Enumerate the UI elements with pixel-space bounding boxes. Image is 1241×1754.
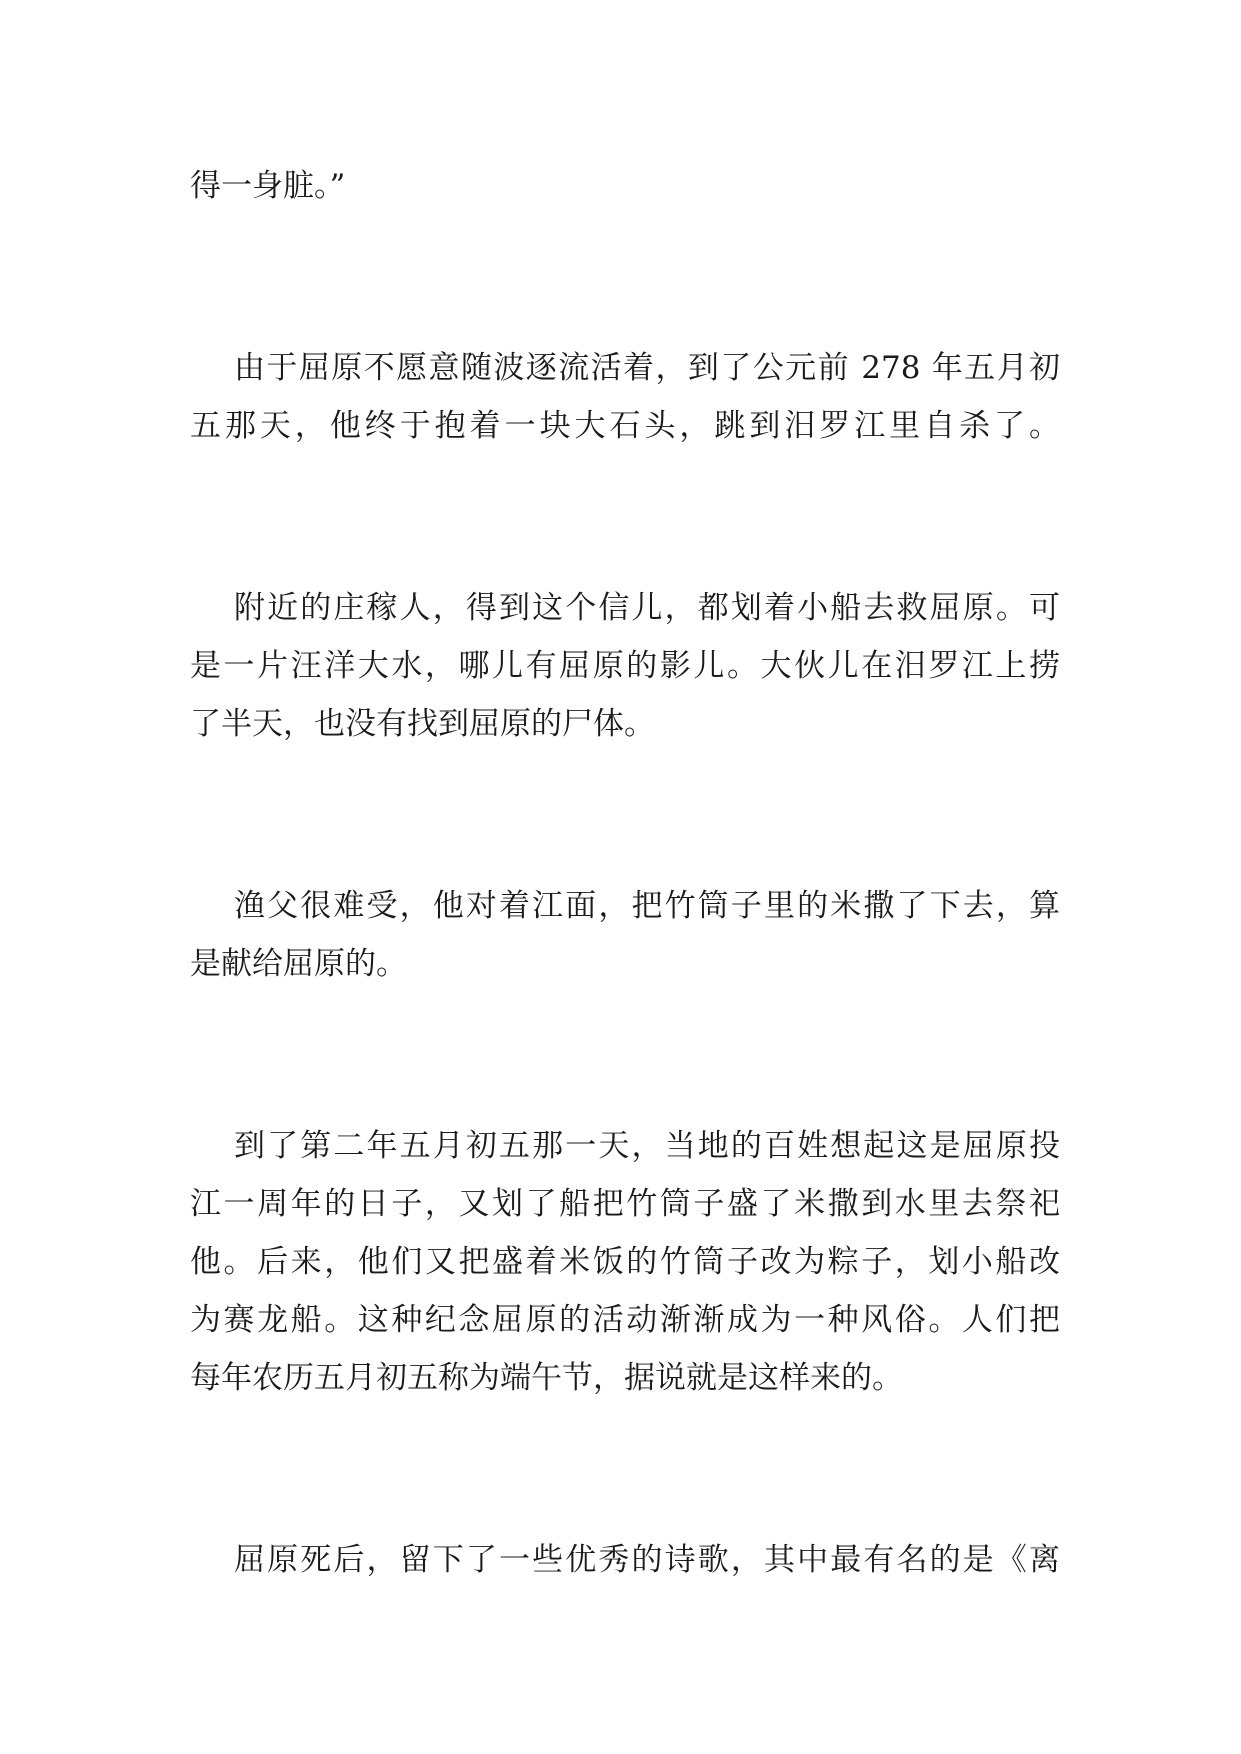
paragraph-line: 了半天，也没有找到屈原的尸体。 xyxy=(190,706,655,742)
paragraph-line: 江一周年的日子，又划了船把竹筒子盛了米撒到水里去祭祀 xyxy=(190,1186,1060,1222)
paragraph-line: 到了第二年五月初五那一天，当地的百姓想起这是屈原投 xyxy=(234,1128,1060,1164)
paragraph-line: 每年农历五月初五称为端午节，据说就是这样来的。 xyxy=(190,1360,903,1396)
paragraph-line: 为赛龙船。这种纪念屈原的活动渐渐成为一种风俗。人们把 xyxy=(190,1302,1060,1338)
paragraph-line: 五那天，他终于抱着一块大石头，跳到汨罗江里自杀了。 xyxy=(190,408,1060,444)
paragraph-line: 他。后来，他们又把盛着米饭的竹筒子改为粽子，划小船改 xyxy=(190,1244,1060,1280)
paragraph-line: 附近的庄稼人，得到这个信儿，都划着小船去救屈原。可 xyxy=(234,590,1060,626)
paragraph-line: 渔父很难受，他对着江面，把竹筒子里的米撒了下去，算 xyxy=(234,888,1060,924)
paragraph-line: 是献给屈原的。 xyxy=(190,946,407,982)
paragraph-line: 得一身脏。” xyxy=(190,168,346,204)
paragraph-line: 屈原死后，留下了一些优秀的诗歌，其中最有名的是《离 xyxy=(234,1542,1060,1578)
paragraph-line: 由于屈原不愿意随波逐流活着，到了公元前 278 年五月初 xyxy=(234,350,1060,386)
paragraph-line: 是一片汪洋大水，哪儿有屈原的影儿。大伙儿在汨罗江上捞 xyxy=(190,648,1060,684)
